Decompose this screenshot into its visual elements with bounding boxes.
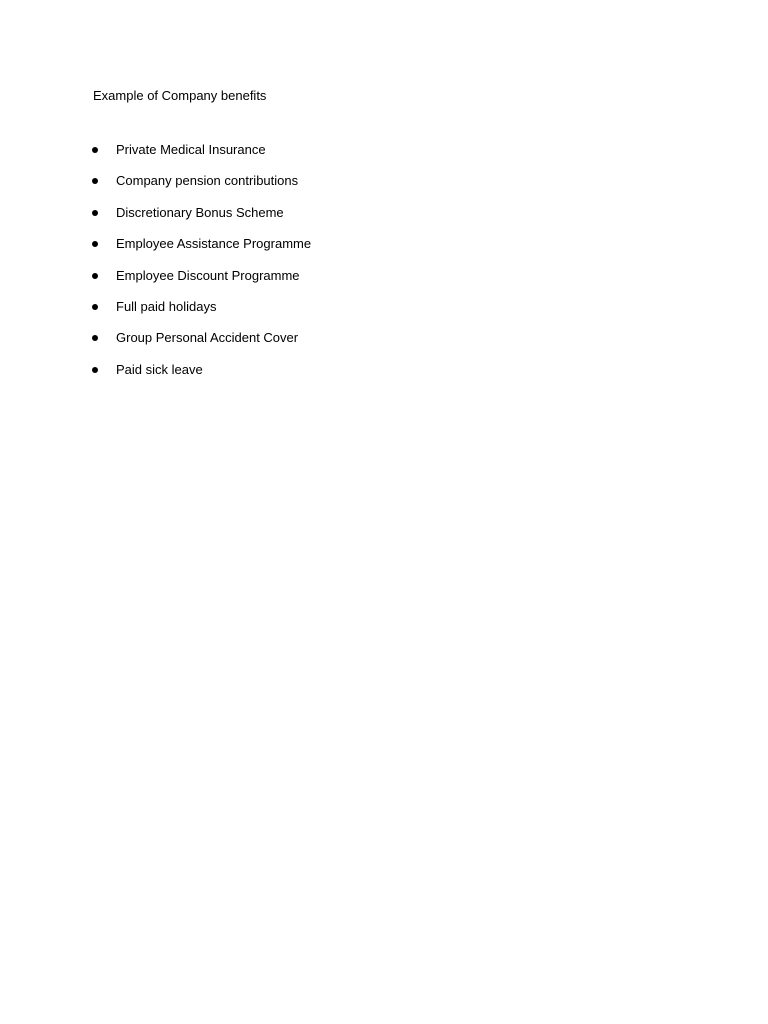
bullet-icon (92, 273, 98, 279)
benefit-label: Employee Discount Programme (116, 267, 300, 283)
document-title: Example of Company benefits (93, 88, 267, 103)
benefit-label: Full paid holidays (116, 298, 217, 314)
list-item (0, 235, 400, 266)
bullet-icon (92, 367, 98, 373)
bullet-icon (92, 335, 98, 341)
benefit-label: Company pension contributions (116, 173, 299, 189)
bullet-icon (92, 178, 98, 184)
list-item (0, 141, 400, 172)
list-item (0, 172, 400, 203)
bullet-icon (92, 304, 98, 310)
benefit-label: Paid sick leave (116, 361, 203, 377)
list-item (0, 329, 400, 360)
benefits-list (0, 141, 400, 392)
list-item (0, 298, 400, 329)
benefit-label: Employee Assistance Programme (116, 236, 312, 252)
benefit-label: Private Medical Insurance (116, 142, 266, 157)
list-item (0, 204, 400, 235)
bullet-icon (92, 210, 98, 216)
bullet-icon (92, 241, 98, 247)
benefit-label: Discretionary Bonus Scheme (116, 204, 284, 220)
list-item (0, 361, 400, 392)
bullet-icon (92, 147, 98, 153)
benefit-label: Group Personal Accident Cover (116, 330, 299, 346)
list-item (0, 267, 400, 298)
